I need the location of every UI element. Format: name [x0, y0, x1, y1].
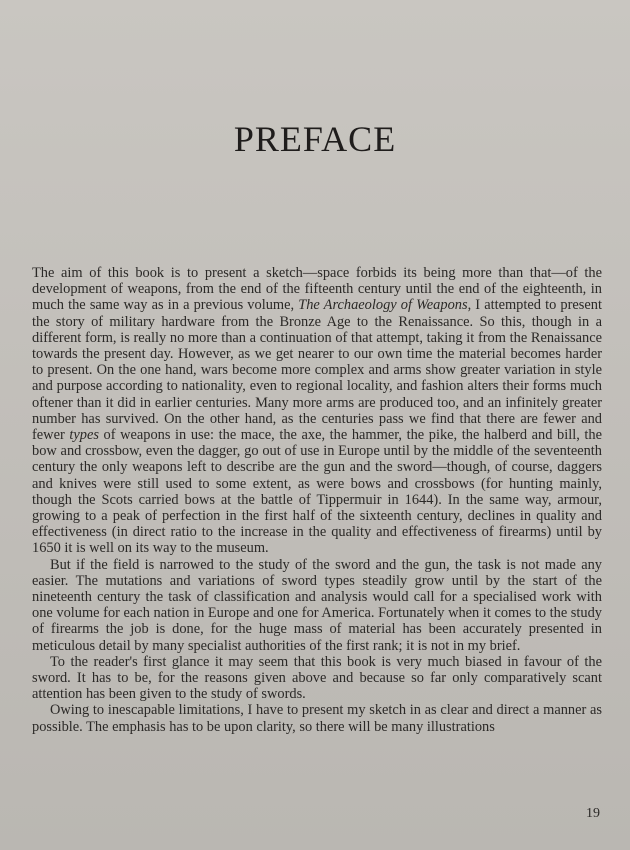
paragraph-4: Owing to inescapable limitations, I have to present my sketch in as clear and direct a manner as possible. The emphasis has to be upon clarity, so there will be many illustrations [32, 702, 602, 735]
paragraph-3: To the reader's first glance it may seem that this book is very much biased in favour of the sword. It has to be, for the reasons given above and because so far only comparatively scant attention has been given to the study of swords. [32, 653, 602, 703]
preface-body [32, 265, 602, 735]
paragraph-1-part-a: The aim of this book is to present a sketch—space forbids its being more than that—of the development of weapons, from the end of the fifteenth century until the end of the eighteenth, in much the same way as in a previous volume, [32, 265, 602, 314]
paragraph-2: But if the field is narrowed to the study of the sword and the gun, the task is not made any easier. The mutations and variations of sword types steadily grow until by the start of the nineteenth century the task of classification and analysis would call for a specialised work with one volume for each nation in Europe and one for America. Fortunately when it comes to the study of firearms the job is done, for the huge mass of material has been accurately presented in meticulous detail by many specialist authorities of the first rank; it is not in my brief. [32, 556, 602, 654]
page-number: 19 [586, 806, 600, 821]
paragraph-1-part-c: of weapons in use: the mace, the axe, the hammer, the pike, the halberd and bill, the bow and crossbow, even the dagger, go out of use in Europe until by the middle of the seventeenth century the only weapons left to describe are the gun and the sword—though, of course, daggers and knives were still used to some extent, as were bows and crossbows (for hunting mainly, though the Scots carried bows at the battle of Tippermuir in 1644). In the same way, armour, growing to a peak of perfection in the first half of the sixteenth century, declines in quality and effectiveness (in direct ratio to the increase in the quality and effectiveness of firearms) until by 1650 it is well on its way to the museum. [32, 427, 603, 557]
paragraph-1-part-b: , I attempted to present the story of military hardware from the Bronze Age to the Renaissance. So this, though in a different form, is really no more than a continuation of that attempt, taking it from the Renaissance towards the present day. However, as we get nearer to our own time the material becomes harder to present. On the one hand, wars become more complex and arms show greater variation in style and purpose according to nationality, even to regional locality, and fashion alters their forms much oftener than it did in earlier centuries. Many more arms are produced too, and an infinitely greater number has survived. On the other hand, as the centuries pass we find that there are fewer and fewer [32, 297, 602, 444]
paragraph-1 [32, 265, 602, 557]
book-title-italic: The Archaeology of Weapons [298, 297, 468, 314]
types-italic: types [69, 427, 99, 444]
page-title: PREFACE [233, 119, 397, 159]
